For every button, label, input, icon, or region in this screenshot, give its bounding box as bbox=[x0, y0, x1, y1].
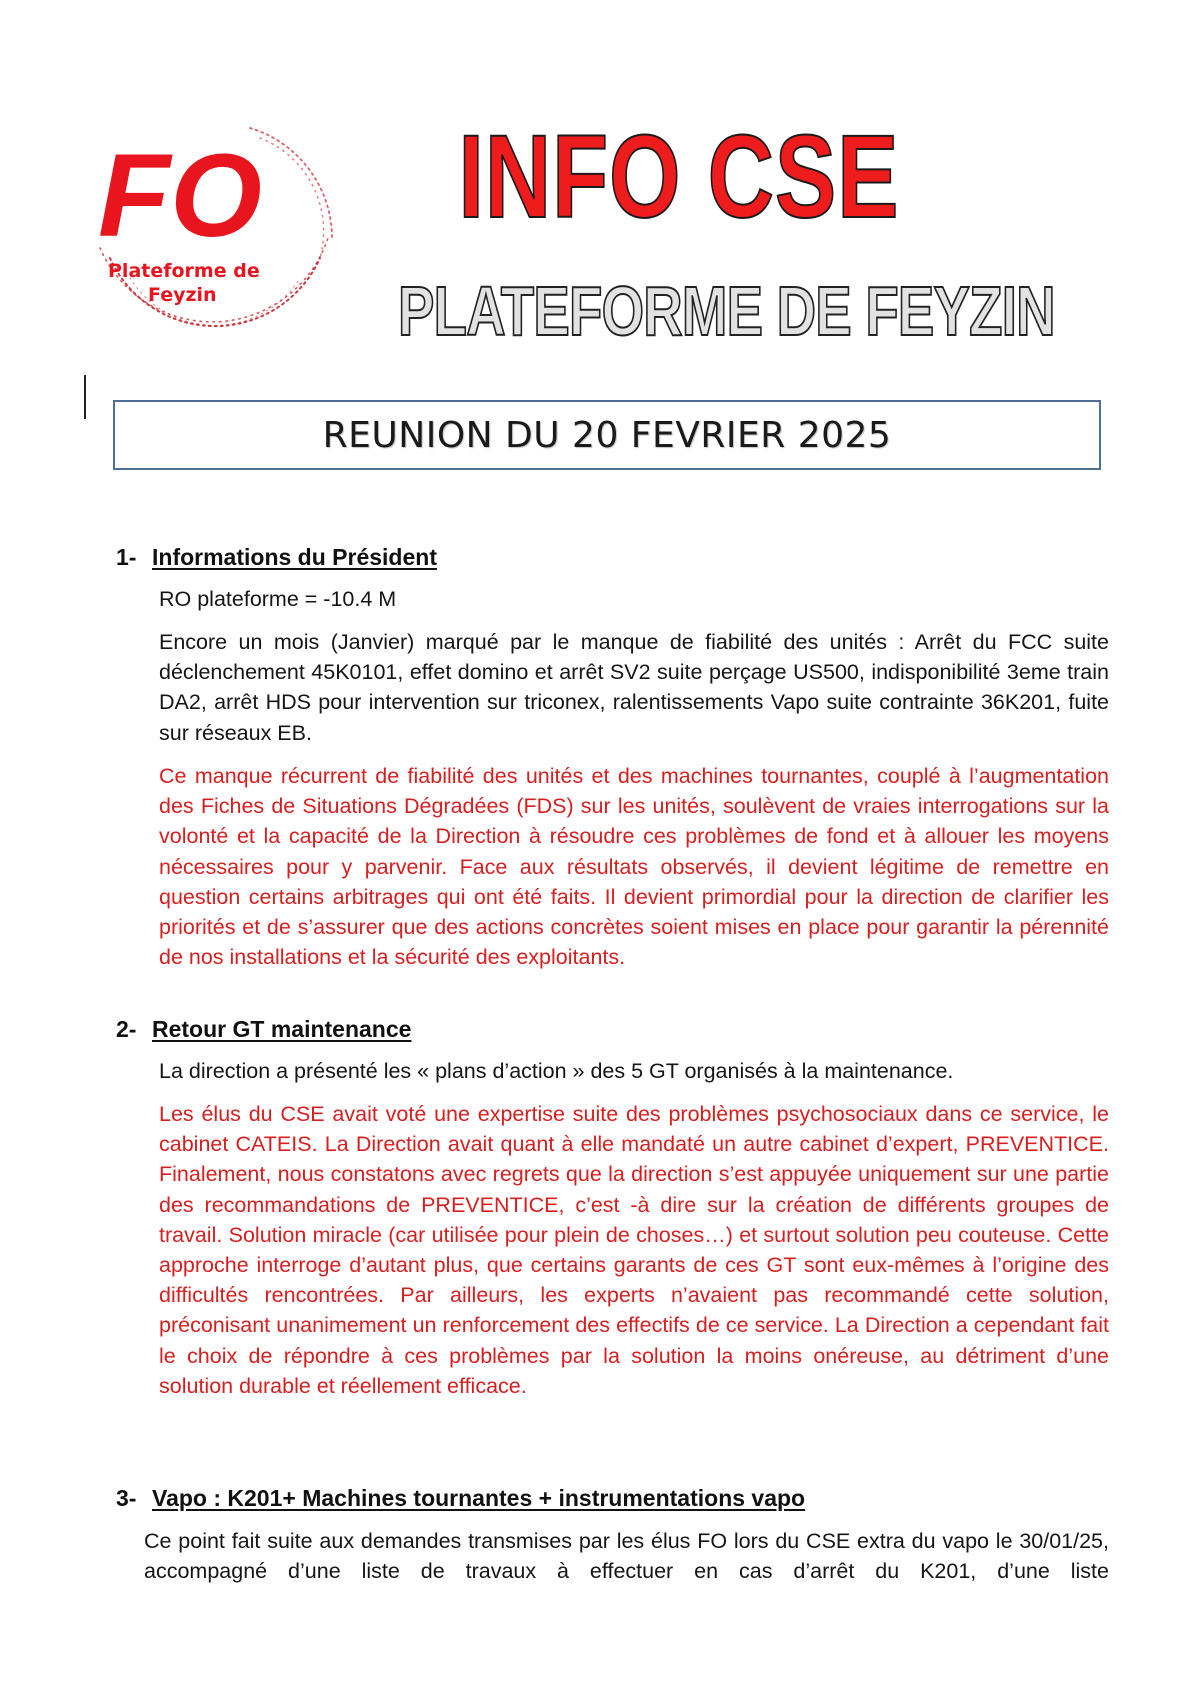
section-number: 3- bbox=[116, 1485, 137, 1511]
meeting-title-box bbox=[113, 400, 1101, 470]
meeting-title: REUNION DU 20 FEVRIER 2025 bbox=[322, 414, 892, 456]
section-1-heading bbox=[116, 544, 437, 571]
paragraph: Encore un mois (Janvier) marqué par le manque de fiabilité des unités : Arrêt du FCC suite déclenchement 45K0101, effet domino et arrêt SV2 suite perçage US500, indisponibilité 3eme train DA2, arrêt HDS pour intervention sur triconex, ralentissements Vapo suite contrainte 36K201, fuite sur réseaux EB. bbox=[159, 630, 1109, 745]
logo-fo-text: FO bbox=[98, 130, 262, 262]
paragraph-highlight: Les élus du CSE avait voté une expertise suite des problèmes psychosociaux dans ce service, le cabinet CATEIS. La Direction avait quant à elle mandaté un autre cabinet d’expert, PREVENTICE. Finalement, nous constatons avec regrets que la direction s’est appuyée uniquement sur une partie des recommandations de PREVENTICE, c’est -à dire sur la création de différents groupes de travail. Solution miracle (car utilisée pour plein de choses…) et surtout solution peu couteuse. Cette approche interroge d’autant plus, que certains garants de ces GT sont eux-mêmes à l’origine des difficultés rencontrées. Par ailleurs, les experts n’avaient pas recommandé cette solution, préconisant unanimement un renforcement des effectifs de ce service. La Direction a cependant fait le choix de répondre à ces problèmes par la solution la moins onéreuse, au détriment d’une solution durable et réellement efficace. bbox=[159, 1102, 1109, 1398]
section-number: 2- bbox=[116, 1016, 137, 1042]
paragraph-highlight: Ce manque récurrent de fiabilité des unités et des machines tournantes, couplé à l’augmentation des Fiches de Situations Dégradées (FDS) sur les unités, soulèvent de vraies interrogations sur la volonté et la capacité de la Direction à résoudre ces problèmes de fond et à allouer les moyens nécessaires pour y parvenir. Face aux résultats observés, il devient légitime de remettre en question certains arbitrages qui ont été faits. Il devient primordial pour la direction de clarifier les priorités et de s’assurer que des actions concrètes soient mises en place pour garantir la pérennité de nos installations et la sécurité des exploitants. bbox=[159, 764, 1109, 970]
section-number: 1- bbox=[116, 544, 137, 570]
section-title: Vapo : K201+ Machines tournantes + instrumentations vapo bbox=[152, 1485, 806, 1511]
paragraph: Ce point fait suite aux demandes transmises par les élus FO lors du CSE extra du vapo le 30/01/25, accompagné d’une liste de travaux à effectuer en cas d’arrêt du K201, d’une liste bbox=[144, 1529, 1109, 1584]
logo-line2: Feyzin bbox=[148, 284, 217, 306]
logo-line1: Plateforme de bbox=[108, 260, 260, 282]
header-title: INFO CSE bbox=[458, 111, 900, 243]
text-cursor-mark bbox=[84, 375, 86, 419]
section-3-heading bbox=[116, 1485, 805, 1512]
section-title: Informations du Président bbox=[152, 544, 437, 570]
paragraph: La direction a présenté les « plans d’action » des 5 GT organisés à la maintenance. bbox=[159, 1059, 954, 1083]
section-2-heading bbox=[116, 1016, 411, 1043]
paragraph: RO plateforme = -10.4 M bbox=[159, 587, 397, 611]
section-title: Retour GT maintenance bbox=[152, 1016, 412, 1042]
header-subtitle: PLATEFORME DE FEYZIN bbox=[398, 272, 1055, 350]
